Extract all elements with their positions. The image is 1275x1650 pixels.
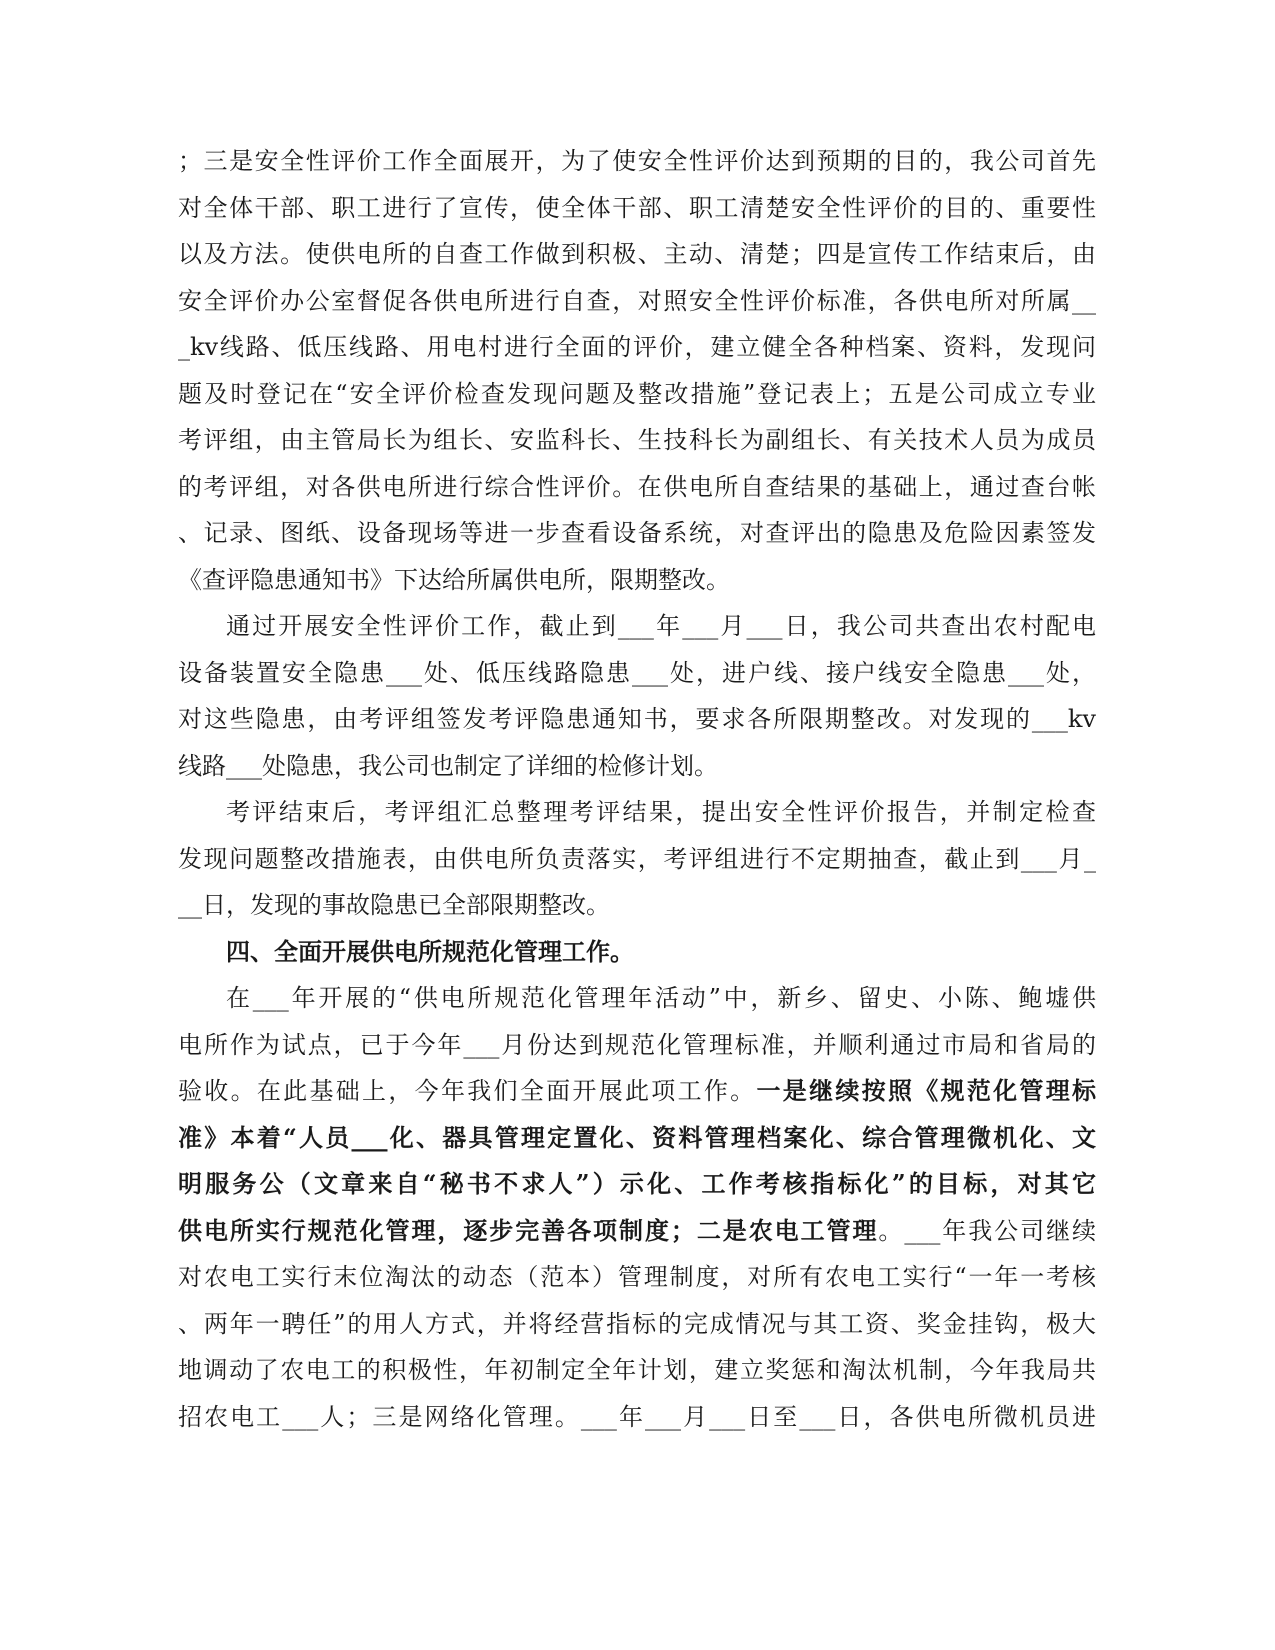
text-line: 安全评价办公室督促各供电所进行自查，对照安全性评价标准，各供电所对所属__ (178, 286, 1096, 315)
document-page (178, 138, 1096, 1440)
text-line: 准》本着“人员___化、器具管理定置化、资料管理档案化、综合管理微机化、文 (178, 1122, 1096, 1152)
text-line: 招农电工___人；三是网络化管理。___年___月___日至___日，各供电所微机员进 (178, 1402, 1096, 1431)
text-segment: 验收。在此基础上，今年我们全面开展此项工作。 (178, 1077, 757, 1105)
text-line: __日，发现的事故隐患已全部限期整改。 (178, 891, 610, 919)
text-line: 在___年开展的“供电所规范化管理年活动”中，新乡、留史、小陈、鲍墟供 (226, 984, 1096, 1012)
text-segment: 。___年我公司继续 (878, 1216, 1097, 1245)
text-line: 发现问题整改措施表，由供电所负责落实，考评组进行不定期抽查，截止到___月_ (178, 844, 1096, 873)
text-line: 通过开展安全性评价工作，截止到___年___月___日，我公司共查出农村配电 (226, 612, 1096, 640)
bold-text-segment: 一是继续按照《规范化管理标 (756, 1076, 1097, 1105)
text-line: 考评组，由主管局长为组长、安监科长、生技科长为副组长、有关技术人员为成员 (178, 426, 1096, 454)
text-line: 明服务公（文章来自“秘书不求人”）示化、工作考核指标化”的目标，对其它 (178, 1169, 1096, 1198)
bold-text-segment: 供电所实行规范化管理，逐步完善各项制度；二是农电工管理 (178, 1215, 879, 1245)
text-line: 线路___处隐患，我公司也制定了详细的检修计划。 (178, 751, 718, 780)
text-line (178, 1208, 1096, 1255)
text-line: _kv线路、低压线路、用电村进行全面的评价，建立健全各种档案、资料，发现问 (178, 333, 1096, 361)
text-line: 的考评组，对各供电所进行综合性评价。在供电所自查结果的基础上，通过查台帐 (178, 472, 1096, 501)
text-line: 电所作为试点，已于今年___月份达到规范化管理标准，并顺利通过市局和省局的 (178, 1030, 1096, 1059)
text-line: 对全体干部、职工进行了宣传，使全体干部、职工清楚安全性评价的目的、重要性 (178, 193, 1096, 222)
text-line: 对这些隐患，由考评组签发考评隐患通知书，要求各所限期整改。对发现的___kv (178, 705, 1096, 733)
text-line (178, 1068, 1096, 1115)
text-line: 以及方法。使供电所的自查工作做到积极、主动、清楚；四是宣传工作结束后，由 (178, 240, 1096, 268)
text-line: 考评结束后，考评组汇总整理考评结果，提出安全性评价报告，并制定检查 (226, 798, 1096, 826)
text-line: 对农电工实行末位淘汰的动态（范本）管理制度，对所有农电工实行“一年一考核 (178, 1263, 1096, 1291)
text-line: 、两年一聘任”的用人方式，并将经营指标的完成情况与其工资、奖金挂钩，极大 (178, 1309, 1096, 1338)
text-line: ；三是安全性评价工作全面展开，为了使安全性评价达到预期的目的，我公司首先 (178, 147, 1096, 175)
section-heading: 四、全面开展供电所规范化管理工作。 (226, 936, 634, 966)
text-line: 设备装置安全隐患___处、低压线路隐患___处，进户线、接户线安全隐患___处， (178, 658, 1096, 687)
text-line: 地调动了农电工的积极性，年初制定全年计划，建立奖惩和淘汰机制，今年我局共 (178, 1356, 1096, 1384)
text-line: 题及时登记在“安全评价检查发现问题及整改措施”登记表上；五是公司成立专业 (178, 379, 1096, 408)
text-line: 、记录、图纸、设备现场等进一步查看设备系统，对查评出的隐患及危险因素签发 (178, 519, 1096, 547)
text-line: 《查评隐患通知书》下达给所属供电所，限期整改。 (178, 565, 730, 594)
